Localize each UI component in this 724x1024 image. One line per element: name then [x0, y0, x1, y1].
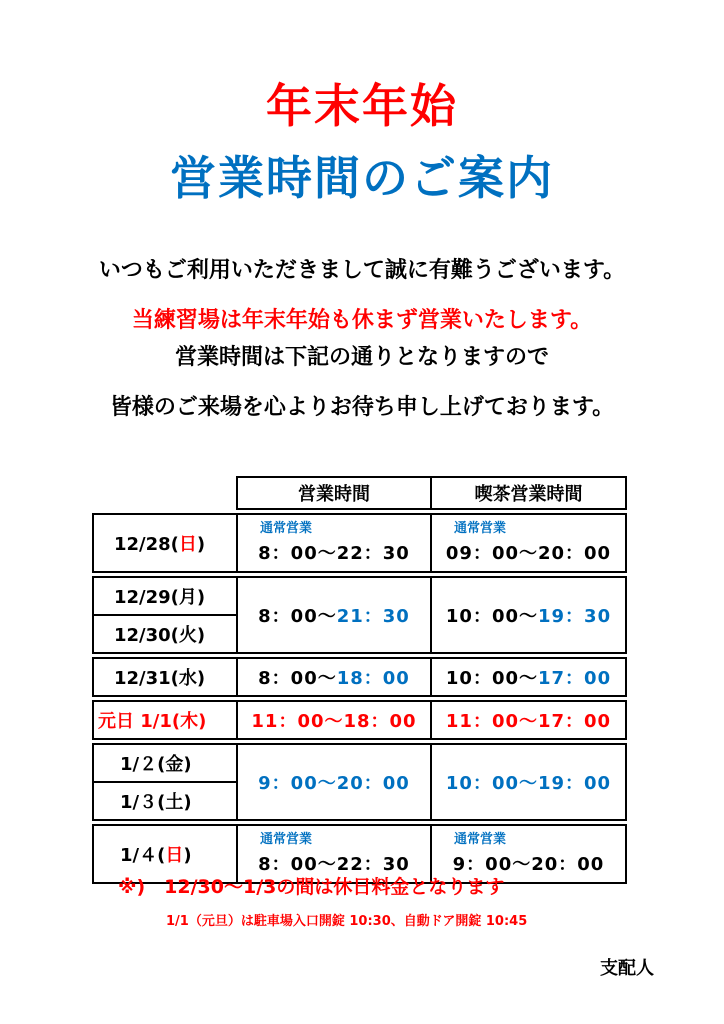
signature: 支配人 [600, 958, 654, 979]
date-paren: ) [196, 534, 206, 555]
hours-end: 18：00 [336, 668, 410, 689]
table-row [93, 658, 626, 696]
hours-cell [237, 514, 431, 572]
header-cafe-hours: 喫茶営業時間 [431, 477, 626, 509]
cafe-hours-cell: 10：00〜19：00 [431, 744, 626, 820]
table-row [93, 744, 626, 782]
table-row [93, 577, 626, 615]
hours-value: 8：00〜22：30 [258, 854, 410, 875]
date-cell: 1/３(土) [93, 782, 237, 820]
cafe-hours-value: 9：00〜20：00 [452, 854, 605, 875]
header-hours: 営業時間 [237, 477, 431, 509]
normal-hours-label: 通常営業 [454, 832, 507, 847]
hours-start: 8：00〜 [258, 668, 337, 689]
cafe-hours-cell [431, 514, 626, 572]
hours-value: 8：00〜22：30 [258, 543, 410, 564]
cafe-hours-cell [431, 577, 626, 653]
date-cell: 1/２(金) [93, 744, 237, 782]
cafe-hours-cell: 11：00〜17：00 [431, 701, 626, 739]
date-paren: ) [183, 845, 192, 866]
normal-hours-label: 通常営業 [260, 832, 313, 847]
date-cell: 12/30(火) [93, 615, 237, 653]
message-line-4: 皆様のご来場を心よりお待ち申し上げております。 [109, 395, 615, 420]
day-of-week-sunday: 日 [178, 534, 197, 555]
cafe-hours-cell [431, 658, 626, 696]
title-line-2: 営業時間のご案内 [170, 151, 554, 205]
date-cell-new-years-day: 元日 1/1(木) [93, 701, 237, 739]
date-cell: 12/31(水) [93, 658, 237, 696]
table-row [93, 701, 626, 739]
header-blank-cell [93, 477, 237, 509]
hours-end: 21：30 [336, 606, 410, 627]
hours-cell: 9：00〜20：00 [237, 744, 431, 820]
hours-cell: 11：00〜18：00 [237, 701, 431, 739]
normal-hours-label: 通常営業 [454, 521, 507, 536]
cafe-hours-start: 10：00〜 [445, 668, 538, 689]
hours-cell [237, 577, 431, 653]
cafe-hours-value: 09：00〜20：00 [445, 543, 612, 564]
message-line-3: 営業時間は下記の通りとなりますので [174, 345, 549, 370]
cafe-hours-end: 17：00 [538, 668, 612, 689]
new-years-unlock-note: 1/1（元旦）は駐車場入口開錠 10:30、自動ドア開錠 10:45 [166, 914, 528, 929]
hours-start: 8：00〜 [258, 606, 337, 627]
message-line-1: いつもご利用いただきまして誠に有難うございます。 [98, 258, 626, 283]
day-of-week-sunday: 日 [165, 845, 184, 866]
schedule-table [92, 476, 627, 884]
cafe-hours-end: 19：30 [538, 606, 612, 627]
date-text: 1/４( [120, 845, 166, 866]
cafe-hours-start: 10：00〜 [445, 606, 538, 627]
title-line-1: 年末年始 [266, 79, 458, 133]
normal-hours-label: 通常営業 [260, 521, 313, 536]
date-cell [93, 514, 237, 572]
date-cell: 12/29(月) [93, 577, 237, 615]
hours-cell [237, 658, 431, 696]
table-row [93, 514, 626, 572]
date-text: 12/28( [114, 534, 179, 555]
holiday-fee-note: ※) 12/30〜1/3の間は休日料金となります [118, 876, 505, 898]
message-line-2: 当練習場は年末年始も休まず営業いたします。 [131, 308, 593, 333]
